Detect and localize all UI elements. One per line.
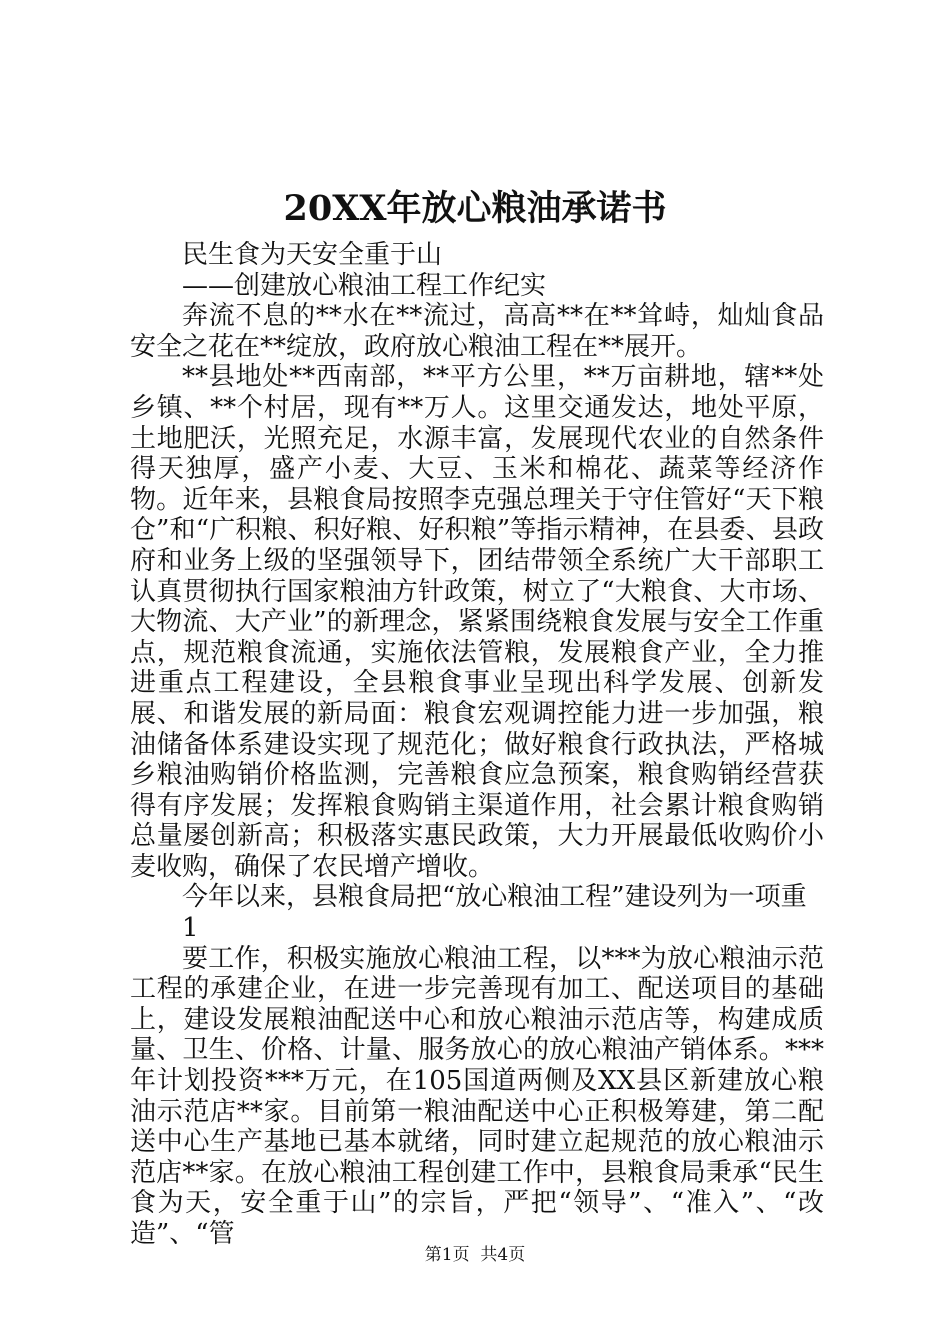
page-footer: 第1页 共4页: [424, 1245, 526, 1265]
document-title: 20XX年放心粮油承诺书: [283, 188, 667, 229]
subtitle-line-2: ——创建放心粮油工程工作纪实: [182, 270, 547, 301]
inline-page-marker: 1: [182, 913, 199, 944]
paragraph: **县地处**西南部，**平方公里，**万亩耕地，辖**处乡镇、**个村居，现有**万人。这里交通发达，地处平原，土地肥沃，光照充足，水源丰富，发展现代农业的自然条件得天独厚，盛产小麦、大豆、玉米和棉花、蔬菜等经济作物。近年来，县粮食局按照李克强总理关于守住管好“天下粮仓”和“广积粮、积好粮、好积粮”等指示精神，在县委、县政府和业务上级的坚强领导下，团结带领全系统广大干部职工认真贯彻执行国家粮油方针政策，树立了“大粮食、大市场、大物流、大产业”的新理念，紧紧围绕粮食发展与安全工作重点，规范粮食流通，实施依法管粮，发展粮食产业，全力推进重点工程建设，全县粮食事业呈现出科学发展、创新发展、和谐发展的新局面：粮食宏观调控能力进一步加强，粮油储备体系建设实现了规范化；做好粮食行政执法，严格城乡粮油购销价格监测，完善粮食应急预案，粮食购销经营获得有序发展；发挥粮食购销主渠道作用，社会累计粮食购销总量屡创新高；积极落实惠民政策，大力开展最低收购价小麦收购，确保了农民增产增收。: [130, 362, 824, 882]
subtitle-line-1: 民生食为天安全重于山: [182, 240, 443, 270]
document-body: [130, 240, 824, 1250]
paragraph-continuation: 要工作，积极实施放心粮油工程，以***为放心粮油示范工程的承建企业，在进一步完善现有加工、配送项目的基础上，建设发展粮油配送中心和放心粮油示范店等，构建成质量、卫生、价格、计量、服务放心的放心粮油产销体系。***年计划投资***万元，在105国道两侧及XX县区新建放心粮油示范店**家。目前第一粮油配送中心正积极筹建，第二配送中心生产基地已基本就绪，同时建立起规范的放心粮油示范店**家。在放心粮油工程创建工作中，县粮食局秉承“民生食为天，安全重于山”的宗旨，严把“领导”、“准入”、“改造”、“管: [130, 943, 824, 1249]
paragraph: 奔流不息的**水在**流过，高高**在**耸峙，灿灿食品安全之花在**绽放，政府放心粮油工程在**展开。: [130, 301, 824, 362]
paragraph: 今年以来，县粮食局把“放心粮油工程”建设列为一项重: [182, 882, 807, 913]
